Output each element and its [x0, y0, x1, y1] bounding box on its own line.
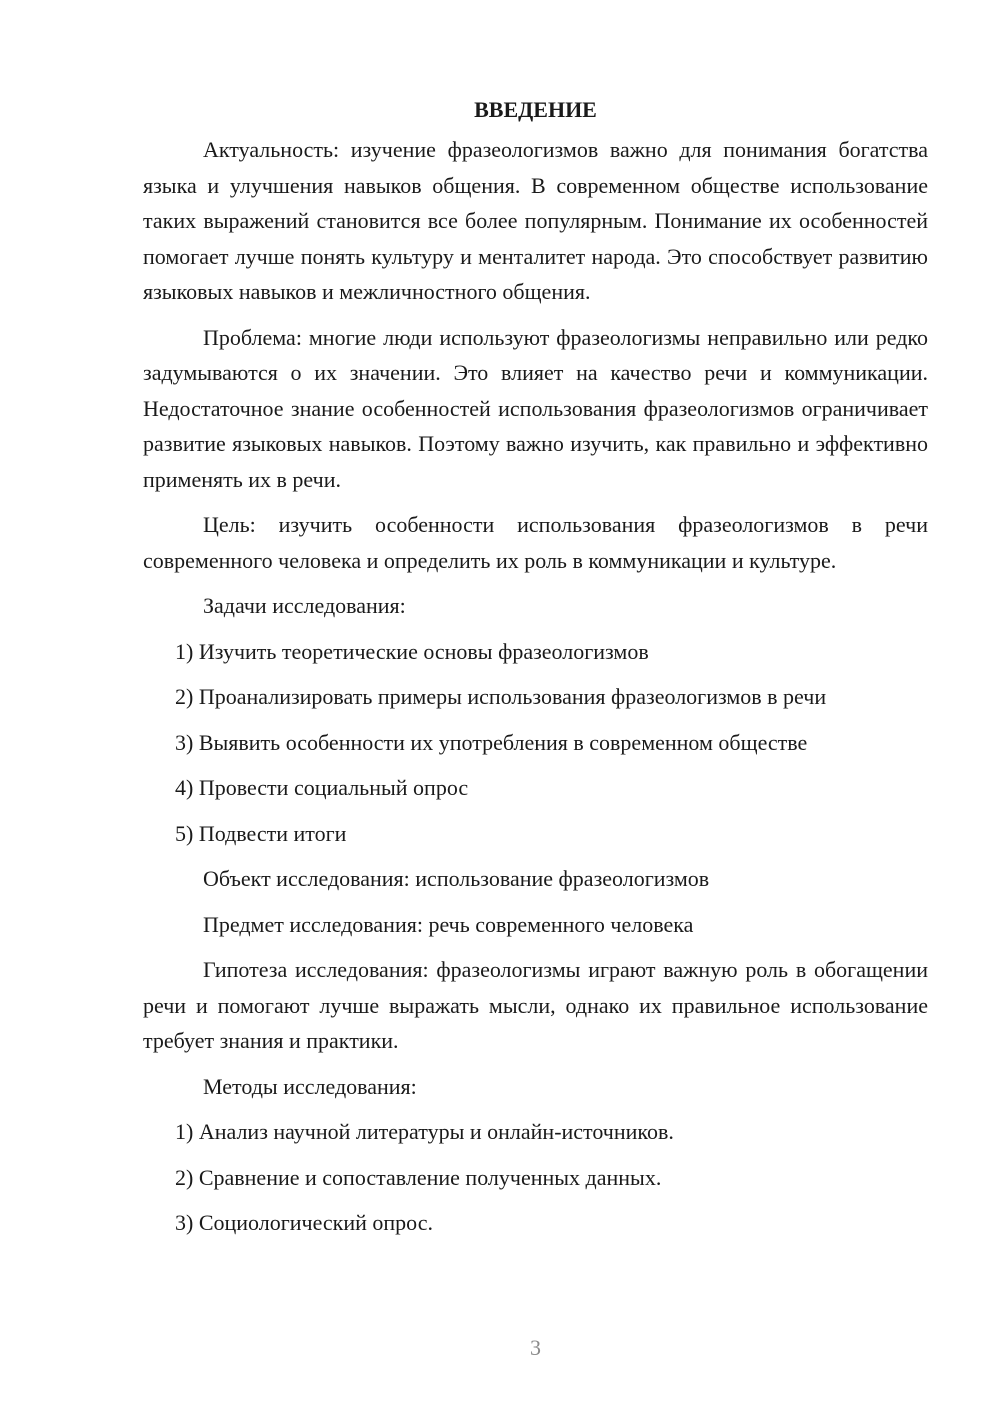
object-line: Объект исследования: использование фразеологизмов: [203, 866, 710, 891]
goal-paragraph: Цель: изучить особенности использования фразеологизмов в речи современного человека и определить их роль в коммуникации и культуре.: [143, 512, 928, 573]
list-item: 2) Проанализировать примеры использования фразеологизмов в речи: [175, 684, 827, 709]
list-item: 1) Изучить теоретические основы фразеологизмов: [175, 638, 649, 664]
relevance-paragraph: Актуальность: изучение фразеологизмов важно для понимания богатства языка и улучшения навыков общения. В современном обществе использование таких выражений становится все более популярным. Понимание их особенностей помогает лучше понять культуру и менталитет народа. Это способствует развитию языковых навыков и межличностного общения.: [143, 137, 928, 304]
list-item: 4) Провести социальный опрос: [175, 775, 469, 800]
list-item: 3) Выявить особенности их употребления в современном обществе: [175, 729, 808, 755]
document-page: [143, 92, 928, 1251]
list-item: 3) Социологический опрос.: [175, 1210, 433, 1235]
hypothesis-paragraph: Гипотеза исследования: фразеологизмы играют важную роль в обогащении речи и помогают лучше выражать мысли, однако их правильное использование требует знания и практики.: [143, 957, 928, 1053]
methods-list: [143, 1114, 928, 1241]
section-heading: ВВЕДЕНИЕ: [474, 97, 597, 122]
list-item: 5) Подвести итоги: [175, 820, 347, 846]
list-item: 2) Сравнение и сопоставление полученных данных.: [175, 1164, 662, 1190]
problem-paragraph: Проблема: многие люди используют фразеологизмы неправильно или редко задумываются о их значении. Это влияет на качество речи и коммуникации. Недостаточное знание особенностей использования фразеологизмов ограничивает развитие языковых навыков. Поэтому важно изучить, как правильно и эффективно применять их в речи.: [143, 324, 928, 492]
page-number: 3: [530, 1335, 541, 1360]
list-item: 1) Анализ научной литературы и онлайн-источников.: [175, 1119, 674, 1144]
tasks-list: [143, 634, 928, 852]
tasks-heading: Задачи исследования:: [203, 593, 406, 618]
subject-line: Предмет исследования: речь современного человека: [203, 911, 694, 937]
methods-heading: Методы исследования:: [203, 1073, 417, 1099]
